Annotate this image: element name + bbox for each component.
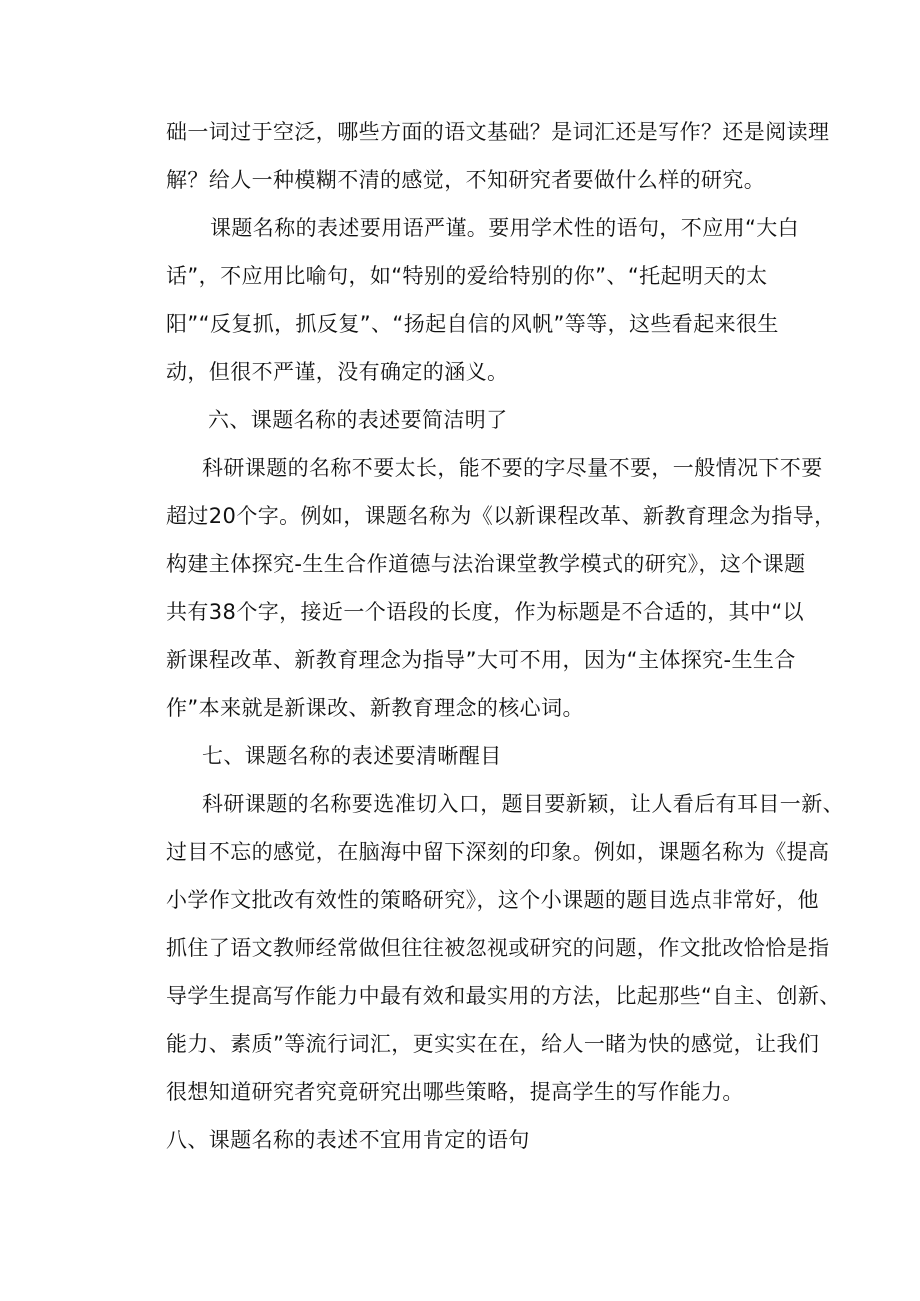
- paragraph-line: 科研课题的名称要选准切入口，题目要新颖，让人看后有耳目一新、: [202, 792, 844, 816]
- paragraph-line: 新课程改革、新教育理念为指导”大可不用，因为“主体探究-生生合: [166, 648, 796, 672]
- paragraph-line: 动，但很不严谨，没有确定的涵义。: [166, 360, 509, 384]
- paragraph-line: 能力、素质”等流行词汇，更实实在在，给人一睹为快的感觉，让我们: [166, 1032, 820, 1056]
- paragraph-line: 小学作文批改有效性的策略研究》，这个小课题的题目选点非常好，他: [166, 888, 819, 912]
- paragraph-line: 超过20个字。例如，课题名称为《以新课程改革、新教育理念为指导，: [166, 504, 836, 528]
- section-heading: 七、课题名称的表述要清晰醒目: [202, 744, 502, 768]
- paragraph-line: 课题名称的表述要用语严谨。要用学术性的语句，不应用“大白: [210, 216, 800, 240]
- paragraph-line: 阳”“反复抓，抓反复”、“扬起自信的风帆”等等，这些看起来很生: [166, 312, 779, 336]
- paragraph-line: 话”，不应用比喻句，如“特别的爱给特别的你”、“托起明天的太: [166, 264, 768, 288]
- paragraph-line: 科研课题的名称不要太长，能不要的字尽量不要，一般情况下不要: [202, 456, 823, 480]
- paragraph-line: 解？给人一种模糊不清的感觉，不知研究者要做什么样的研究。: [166, 168, 766, 192]
- paragraph-line: 过目不忘的感觉，在脑海中留下深刻的印象。例如，课题名称为《提高: [166, 840, 830, 864]
- paragraph-line: 很想知道研究者究竟研究出哪些策略，提高学生的写作能力。: [166, 1080, 744, 1104]
- section-heading: 八、课题名称的表述不宜用肯定的语句: [166, 1128, 530, 1152]
- paragraph-line: 作”本来就是新课改、新教育理念的核心词。: [166, 696, 584, 720]
- paragraph-line: 构建主体探究-生生合作道德与法治课堂教学模式的研究》，这个课题: [166, 552, 806, 576]
- paragraph-line: 础一词过于空泛，哪些方面的语文基础？是词汇还是写作？还是阅读理: [166, 120, 830, 144]
- paragraph-line: 共有38个字，接近一个语段的长度，作为标题是不合适的，其中“以: [166, 600, 804, 624]
- paragraph-line: 抓住了语文教师经常做但往往被忽视或研究的问题，作文批改恰恰是指: [166, 936, 830, 960]
- section-heading: 六、课题名称的表述要简洁明了: [208, 408, 508, 432]
- paragraph-line: 导学生提高写作能力中最有效和最实用的方法，比起那些“自主、创新、: [166, 984, 841, 1008]
